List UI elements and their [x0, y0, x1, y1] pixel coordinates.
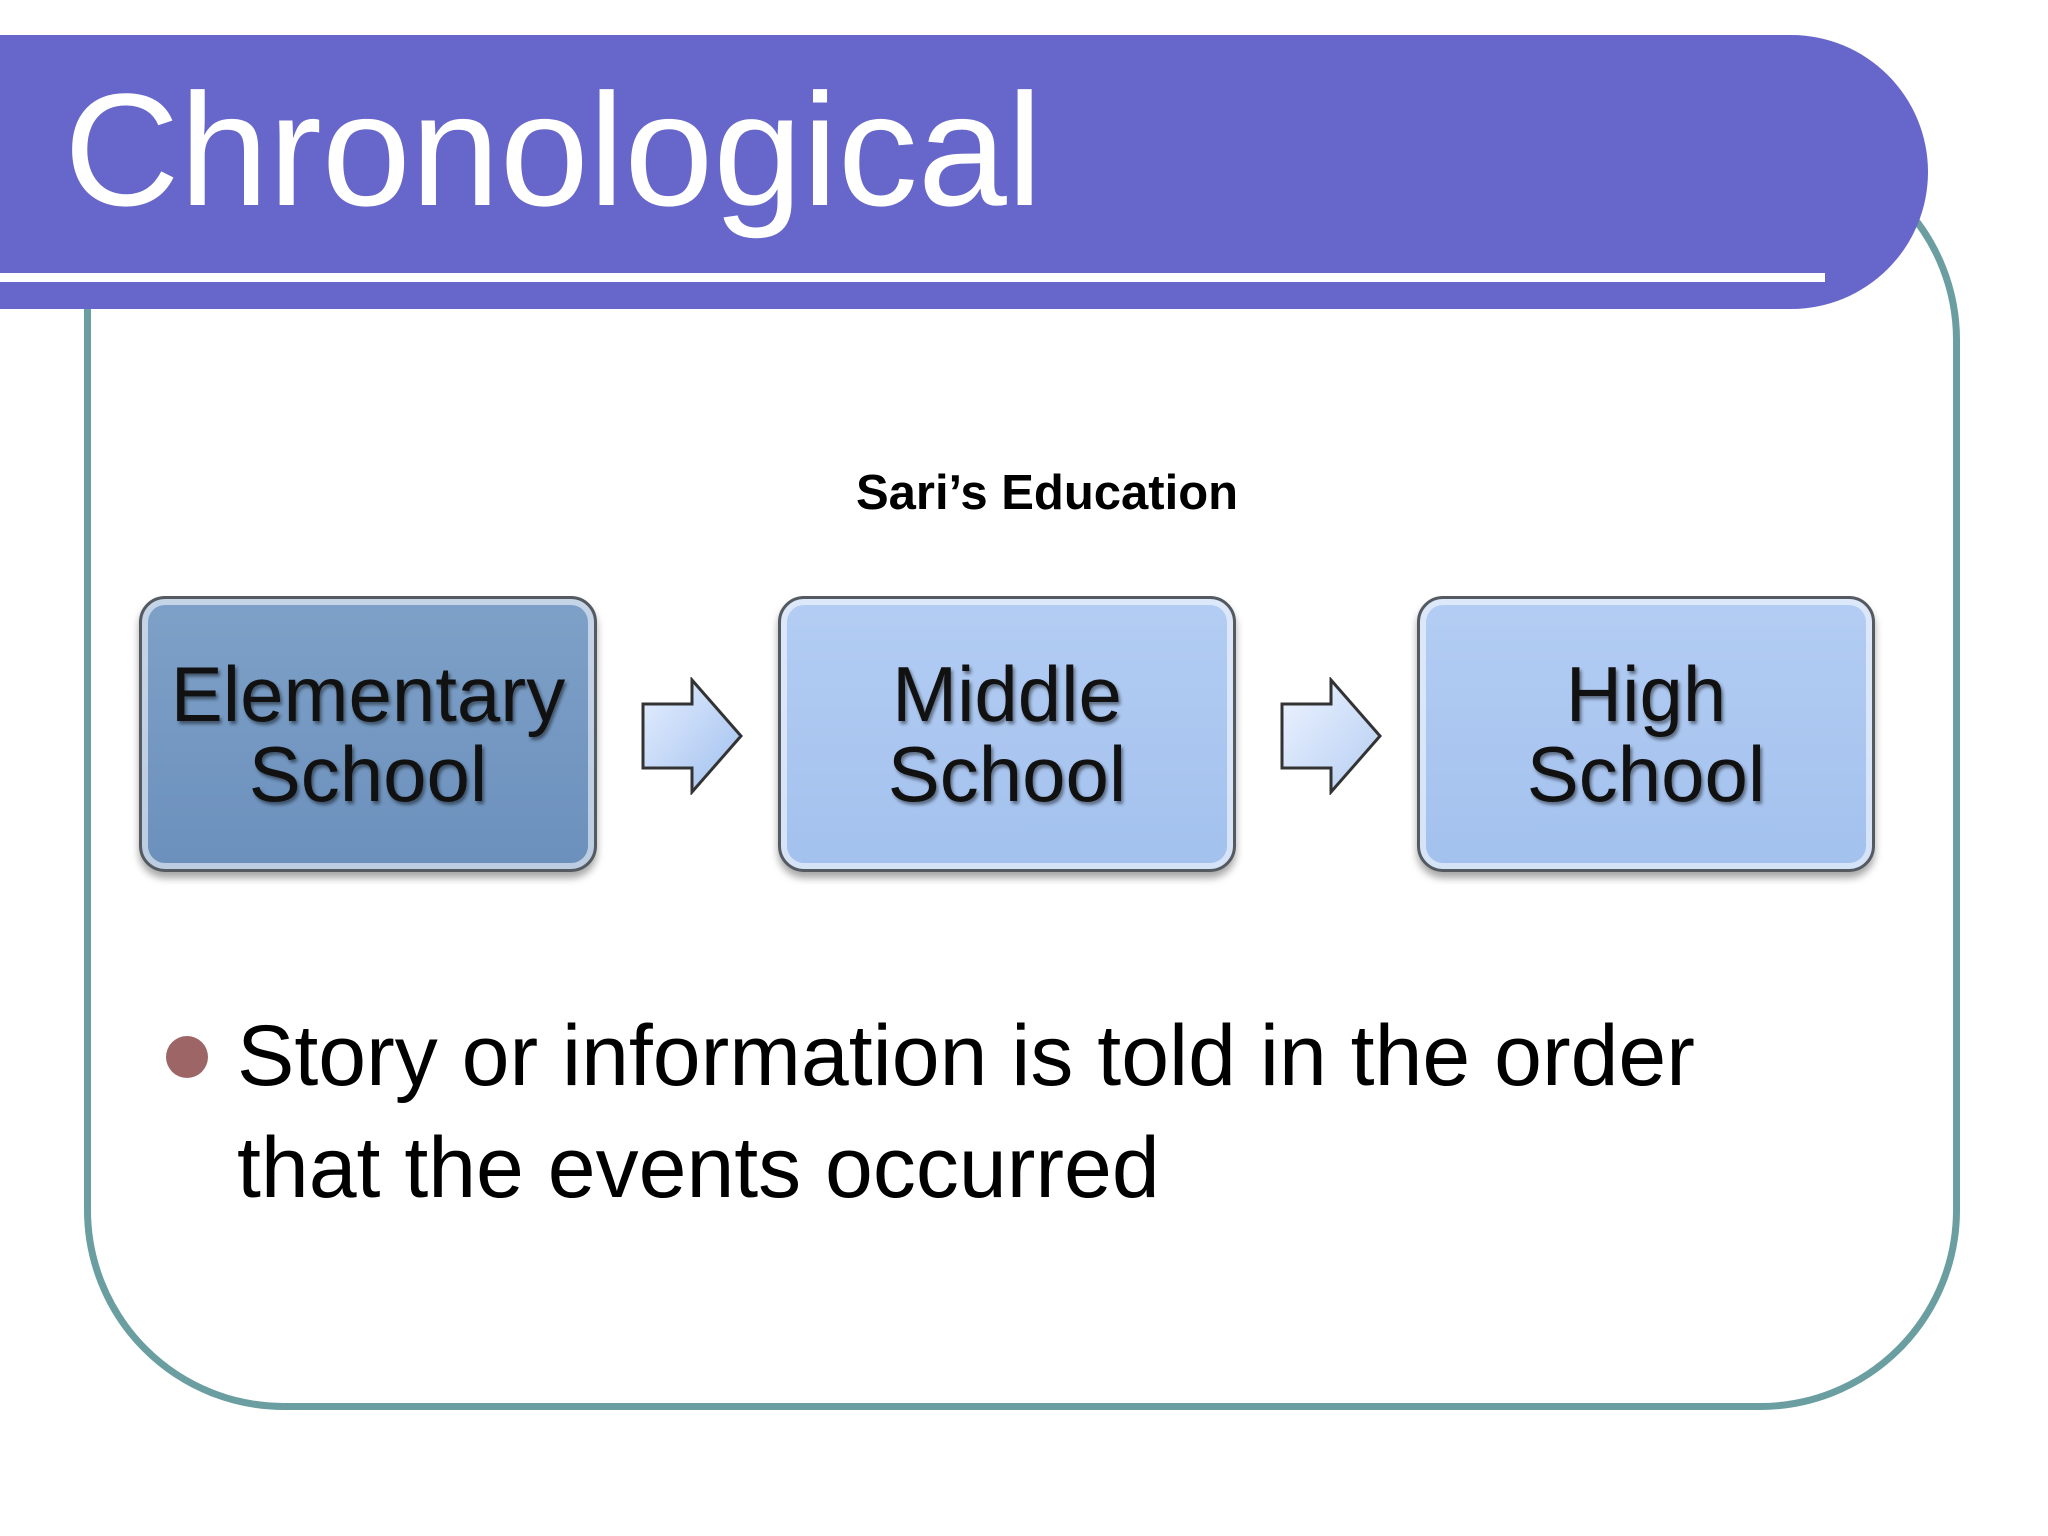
stage-label: Middle School: [887, 650, 1127, 818]
bullet-dot-icon: [166, 1036, 208, 1078]
right-arrow-icon: [1279, 677, 1383, 795]
bullet-text: Story or information is told in the order that the events occurred: [237, 1008, 1695, 1216]
diagram-heading: Sari’s Education: [855, 466, 1239, 520]
slide-title: Chronological: [64, 60, 1043, 239]
right-arrow-icon: [640, 677, 744, 795]
stage-high-school: [1417, 596, 1875, 872]
stage-elementary-school: [139, 596, 597, 872]
stage-middle-school: [778, 596, 1236, 872]
stage-label: Elementary School: [170, 650, 566, 818]
title-rule: [0, 273, 1825, 282]
stage-label: High School: [1526, 650, 1766, 818]
